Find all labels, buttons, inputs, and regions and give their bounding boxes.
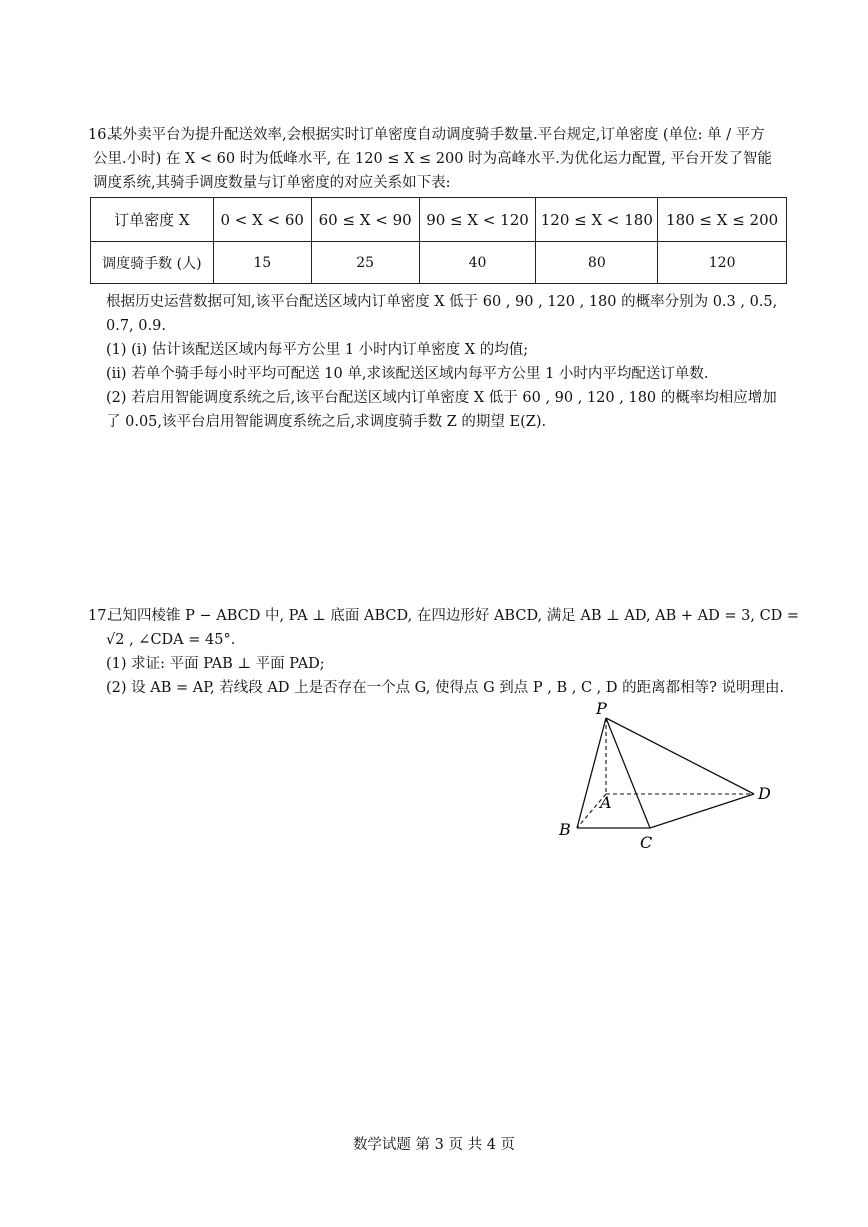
table-cell: 调度骑手数 (人) (91, 242, 214, 284)
vertex-label-c: C (640, 833, 653, 852)
page-footer: 数学试题 第 3 页 共 4 页 (352, 1137, 516, 1153)
vertex-label-p: P (596, 699, 607, 718)
table-header-row (91, 198, 787, 242)
table-header-cell: 120 ≤ X < 180 (536, 198, 658, 242)
table-row (91, 242, 787, 284)
table-cell: 120 (658, 242, 787, 284)
q16-part-2-line-1: (2) 若启用智能调度系统之后,该平台配送区域内订单密度 X 低于 60 , 90 , 120 , 180 的概率均相应增加 (106, 390, 777, 406)
vertex-label-b: B (559, 820, 571, 839)
vertex-label-a: A (600, 793, 612, 812)
q17-part-1: (1) 求证: 平面 PAB ⊥ 平面 PAD; (106, 656, 325, 672)
table-cell: 80 (536, 242, 658, 284)
q17-line-2: √2 , ∠CDA = 45°. (106, 632, 236, 648)
q16-part-1-i: (1) (i) 估计该配送区域内每平方公里 1 小时内订单密度 X 的均值; (106, 342, 529, 358)
q16-line-5: 0.7, 0.9. (106, 318, 166, 334)
q16-number: 16. (88, 127, 112, 143)
q16-line-3: 调度系统,其骑手调度数量与订单密度的对应关系如下表: (93, 175, 451, 191)
vertex-label-d: D (758, 784, 771, 803)
edge-pc (606, 718, 650, 828)
table-header-cell: 90 ≤ X < 120 (419, 198, 536, 242)
table-cell: 15 (213, 242, 311, 284)
edge-pd (606, 718, 754, 794)
q16-line-4: 根据历史运营数据可知,该平台配送区域内订单密度 X 低于 60 , 90 , 120 , 180 的概率分别为 0.3 , 0.5, (106, 294, 778, 310)
q17-line-1: 已知四棱锥 P − ABCD 中, PA ⊥ 底面 ABCD, 在四边形好 ABCD, 满足 AB ⊥ AD, AB + AD = 3, CD = (108, 608, 800, 624)
table-cell: 40 (419, 242, 536, 284)
q17-number: 17. (88, 608, 112, 624)
q16-line-2: 公里.小时) 在 X < 60 时为低峰水平, 在 120 ≤ X ≤ 200 时为高峰水平.为优化运力配置, 平台开发了智能 (93, 151, 772, 167)
table-header-cell: 60 ≤ X < 90 (311, 198, 419, 242)
table-header-cell: 180 ≤ X ≤ 200 (658, 198, 787, 242)
edge-cd (650, 794, 754, 828)
q16-part-1-ii: (ii) 若单个骑手每小时平均可配送 10 单,求该配送区域内每平方公里 1 小时内平均配送订单数. (106, 366, 709, 382)
pyramid-figure (550, 698, 790, 858)
rider-dispatch-table (90, 197, 787, 284)
table-header-cell: 0 < X < 60 (213, 198, 311, 242)
table-header-cell: 订单密度 X (91, 198, 214, 242)
table-cell: 25 (311, 242, 419, 284)
q17-part-2: (2) 设 AB = AP, 若线段 AD 上是否存在一个点 G, 使得点 G 到点 P , B , C , D 的距离都相等? 说明理由. (106, 680, 785, 696)
q16-line-1: 某外卖平台为提升配送效率,会根据实时订单密度自动调度骑手数量.平台规定,订单密度 (单位: 单 / 平方 (108, 127, 765, 143)
q16-part-2-line-2: 了 0.05,该平台启用智能调度系统之后,求调度骑手数 Z 的期望 E(Z). (106, 414, 547, 430)
